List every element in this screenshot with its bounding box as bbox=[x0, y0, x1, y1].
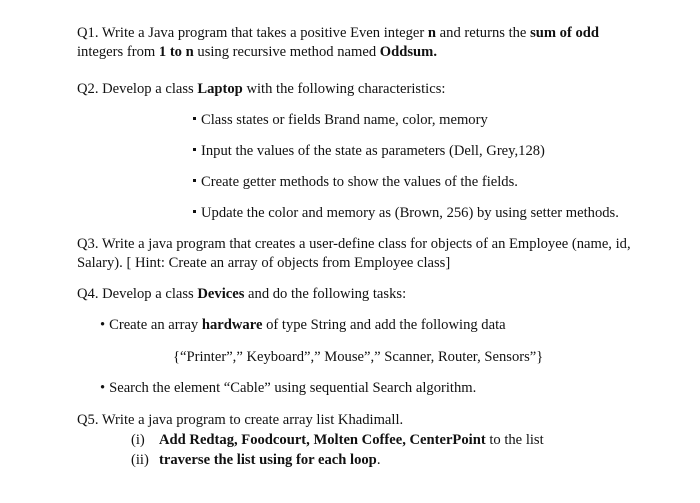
bullet-square-icon bbox=[193, 179, 196, 182]
q4-data-line: {“Printer”,” Keyboard”,” Mouse”,” Scanner, Router, Sensors”} bbox=[173, 349, 544, 365]
q5-item-2 bbox=[131, 451, 380, 469]
bullet-dot-icon: • bbox=[100, 380, 106, 396]
q2-bullet-3 bbox=[193, 173, 518, 191]
q1-text: Q1. Write a Java program that takes a positive Even integer bbox=[77, 25, 428, 41]
q1-bold-n: n bbox=[427, 25, 437, 41]
q1-text: and returns the bbox=[436, 25, 531, 41]
q2-text: with the following characteristics: bbox=[242, 81, 446, 97]
q1-line-2 bbox=[77, 43, 437, 61]
q5-text: to the list bbox=[485, 432, 544, 448]
q2-bullet-text: Update the color and memory as (Brown, 256) by using setter methods. bbox=[201, 205, 619, 221]
q5-item-1 bbox=[131, 431, 544, 449]
q1-bold-method-name: Oddsum. bbox=[379, 44, 437, 60]
q2-bullet-4 bbox=[193, 204, 619, 222]
bullet-square-icon bbox=[193, 210, 196, 213]
q5-bold-text: traverse the list using for each loop bbox=[159, 452, 377, 468]
q4-bullet-2 bbox=[100, 379, 476, 397]
q5-text: . bbox=[376, 452, 381, 468]
q3-line-1: Q3. Write a java program that creates a user-define class for objects of an Employee (name, id, bbox=[77, 236, 631, 252]
q5-item-number: (i) bbox=[131, 432, 145, 448]
q5-item-number: (ii) bbox=[131, 452, 149, 468]
q1-bold-sum-of-odd: sum of odd bbox=[530, 25, 599, 41]
bullet-dot-icon: • bbox=[100, 317, 106, 333]
q1-line-1 bbox=[77, 24, 599, 42]
q4-text: Q4. Develop a class bbox=[77, 286, 198, 302]
q2-bullet-2 bbox=[193, 142, 545, 160]
q2-text: Q2. Develop a class bbox=[77, 81, 198, 97]
q5-bold-text: Add Redtag, Foodcourt, Molten Coffee, CenterPoint bbox=[159, 432, 486, 448]
q2-heading bbox=[77, 80, 445, 98]
q4-text: of type String and add the following data bbox=[262, 317, 506, 333]
q2-bullet-text: Create getter methods to show the values of the fields. bbox=[201, 174, 518, 190]
q2-bullet-1 bbox=[193, 111, 488, 129]
q2-bullet-text: Class states or fields Brand name, color, memory bbox=[201, 112, 488, 128]
q4-text: Search the element “Cable” using sequential Search algorithm. bbox=[109, 380, 477, 396]
q4-heading bbox=[77, 285, 406, 303]
q4-bold-devices: Devices bbox=[197, 286, 245, 302]
q1-bold-range: 1 to n bbox=[158, 44, 194, 60]
q1-text: integers from bbox=[77, 44, 159, 60]
q2-bold-laptop: Laptop bbox=[197, 81, 243, 97]
q4-bullet-1 bbox=[100, 316, 506, 334]
q2-bullet-text: Input the values of the state as parameters (Dell, Grey,128) bbox=[201, 143, 545, 159]
q4-bold-hardware: hardware bbox=[201, 317, 263, 333]
q4-text: and do the following tasks: bbox=[244, 286, 407, 302]
q5-heading: Q5. Write a java program to create array list Khadimall. bbox=[77, 412, 404, 428]
q4-text: Create an array bbox=[109, 317, 202, 333]
q3-line-2: Salary). [ Hint: Create an array of objects from Employee class] bbox=[77, 255, 451, 271]
q1-text: using recursive method named bbox=[193, 44, 380, 60]
bullet-square-icon bbox=[193, 117, 196, 120]
bullet-square-icon bbox=[193, 148, 196, 151]
